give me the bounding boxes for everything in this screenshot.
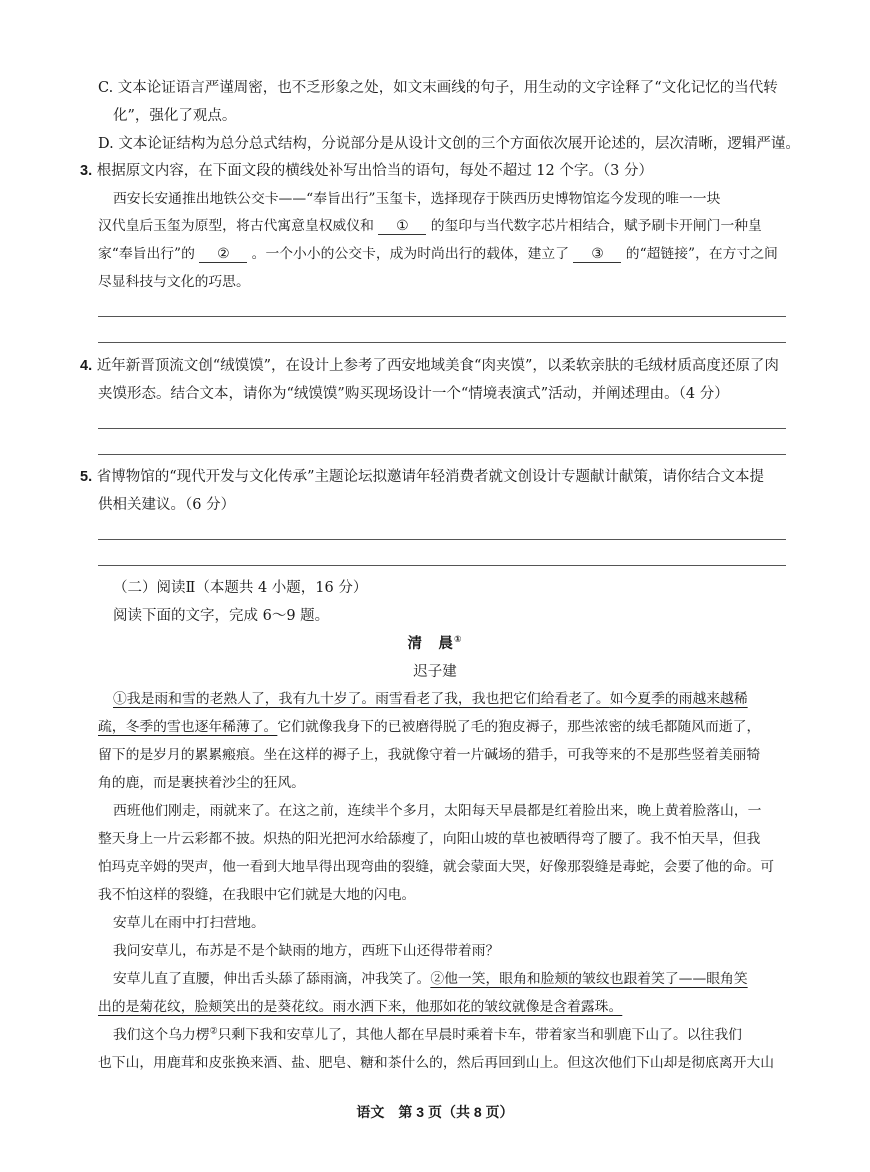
passage-p5-line1 xyxy=(113,969,748,989)
question-text: 近年新晋顶流文创“绒馍馍”，在设计上参考了西安地域美食“肉夹馍”，以柔软亲肤的毛绒材质高度还原了肉 xyxy=(96,358,779,374)
q3-passage-line3 xyxy=(98,244,778,264)
passage-p4: 我问安草儿，布苏是不是个缺雨的地方，西班下山还得带着雨？ xyxy=(113,943,500,959)
text-run: 我们这个乌力楞 xyxy=(113,1027,210,1043)
option-d: D. 文本论证结构为总分总式结构，分说部分是从设计文创的三个方面依次展开论述的，层次清晰，逻辑严谨。 xyxy=(98,136,800,152)
q3-passage-line1: 西安长安通推出地铁公交卡——“奉旨出行”玉玺卡，选择现存于陕西历史博物馆迄今发现的唯一一块 xyxy=(113,191,721,207)
text-run: 的玺印与当代数字芯片相结合，赋予刷卡开闸门一种皇 xyxy=(430,218,762,234)
question-number: 3. xyxy=(80,163,93,179)
question-text: 省博物馆的“现代开发与文化传承”主题论坛拟邀请年轻消费者就文创设计专题献计献策，请你结合文本提 xyxy=(96,469,765,485)
answer-line[interactable] xyxy=(98,539,786,540)
blank-2: ② xyxy=(199,246,247,263)
passage-title xyxy=(0,634,870,654)
question-5 xyxy=(80,467,764,487)
passage-author: 迟子建 xyxy=(413,664,457,680)
text-run: 它们就像我身下的已被磨得脱了毛的狍皮褥子，那些浓密的绒毛都随风而逝了， xyxy=(277,719,761,735)
footnote-marker: ① xyxy=(453,635,463,646)
underlined-sentence: 出的是菊花纹，脸颊笑出的是葵花纹。雨水洒下来，他那如花的皱纹就像是含着露珠。 xyxy=(98,999,623,1015)
blank-3: ③ xyxy=(573,246,621,263)
underlined-sentence: 如今夏季的雨越来越稀 xyxy=(609,691,748,707)
passage-p2-line4: 我不怕这样的裂缝，在我眼中它们就是大地的闪电。 xyxy=(98,887,416,903)
underlined-sentence: 疏，冬季的雪也逐年稀薄了。 xyxy=(98,719,278,735)
text-run: 安草儿直了直腰，伸出舌头舔了舔雨滴，冲我笑了。 xyxy=(113,971,431,987)
passage-p2-line2: 整天身上一片云彩都不披。炽热的阳光把河水给舔瘦了，向阳山坡的草也被晒得弯了腰了。我不怕天旱，但我 xyxy=(98,831,761,847)
option-c-line1: C. 文本论证语言严谨周密，也不乏形象之处，如文末画线的句子，用生动的文字诠释了“文化记忆的当代转 xyxy=(98,80,778,96)
page-footer: 语文 第 3 页（共 8 页） xyxy=(356,1104,514,1120)
question-4 xyxy=(80,356,779,376)
passage-p2-line1: 西班他们刚走，雨就来了。在这之前，连续半个多月，太阳每天早晨都是红着脸出来，晚上黄着脸落山，一 xyxy=(113,803,762,819)
section-heading: （二）阅读Ⅱ（本题共 4 小题，16 分） xyxy=(113,580,368,596)
question-text: 根据原文内容，在下面文段的横线处补写出恰当的语句，每处不超过 12 个字。（3 分） xyxy=(96,163,653,179)
text-run: 只剩下我和安草儿了，其他人都在早晨时乘着卡车，带着家当和驯鹿下山了。以往我们 xyxy=(217,1027,742,1043)
title-text: 清 晨 xyxy=(407,636,454,652)
answer-line[interactable] xyxy=(98,342,786,343)
q3-passage-line2 xyxy=(98,216,762,236)
answer-line[interactable] xyxy=(98,316,786,317)
passage-p3: 安草儿在雨中打扫营地。 xyxy=(113,915,265,931)
answer-line[interactable] xyxy=(98,428,786,429)
passage-p1-line1 xyxy=(113,689,748,709)
text-run: 家“奉旨出行”的 xyxy=(98,246,195,262)
q3-passage-line4: 尽显科技与文化的巧思。 xyxy=(98,274,250,290)
passage-p2-line3: 怕玛克辛姆的哭声，他一看到大地旱得出现弯曲的裂缝，就会蒙面大哭，好像那裂缝是毒蛇，会要了他的命。可 xyxy=(98,859,775,875)
underlined-sentence: ①我是雨和雪的老熟人了，我有九十岁了。雨雪看老了我，我也把它们给看老了。 xyxy=(113,691,610,707)
answer-line[interactable] xyxy=(98,454,786,455)
underlined-sentence: ②他一笑，眼角和脸颊的皱纹也跟着笑了——眼角笑 xyxy=(430,971,748,987)
text-run: 的“超链接”，在方寸之间 xyxy=(625,246,778,262)
section-instruction: 阅读下面的文字，完成 6～9 题。 xyxy=(113,608,330,624)
blank-1: ① xyxy=(378,218,426,235)
passage-p1-line4: 角的鹿，而是裹挟着沙尘的狂风。 xyxy=(98,775,305,791)
option-c-line2: 化”，强化了观点。 xyxy=(113,108,237,124)
question-4-line2: 夹馍形态。结合文本，请你为“绒馍馍”购买现场设计一个“情境表演式”活动，并阐述理由。（4 分） xyxy=(98,386,729,402)
passage-p5-line2 xyxy=(98,997,622,1017)
footnote-marker: ② xyxy=(209,1026,218,1037)
question-3 xyxy=(80,161,653,181)
question-number: 4. xyxy=(80,358,93,374)
answer-line[interactable] xyxy=(98,565,786,566)
passage-p6-line2: 也下山，用鹿茸和皮张换来酒、盐、肥皂、糖和茶什么的，然后再回到山上。但这次他们下山却是彻底离开大山 xyxy=(98,1055,775,1071)
question-5-line2: 供相关建议。（6 分） xyxy=(98,497,236,513)
passage-p1-line2 xyxy=(98,717,760,737)
question-number: 5. xyxy=(80,469,93,485)
text-run: 。一个小小的公交卡，成为时尚出行的载体，建立了 xyxy=(251,246,569,262)
passage-p6-line1 xyxy=(113,1025,742,1045)
passage-p1-line3: 留下的是岁月的累累瘢痕。坐在这样的褥子上，我就像守着一片碱场的猎手，可我等来的不是那些竖着美丽犄 xyxy=(98,747,761,763)
text-run: 汉代皇后玉玺为原型，将古代寓意皇权威仪和 xyxy=(98,218,374,234)
